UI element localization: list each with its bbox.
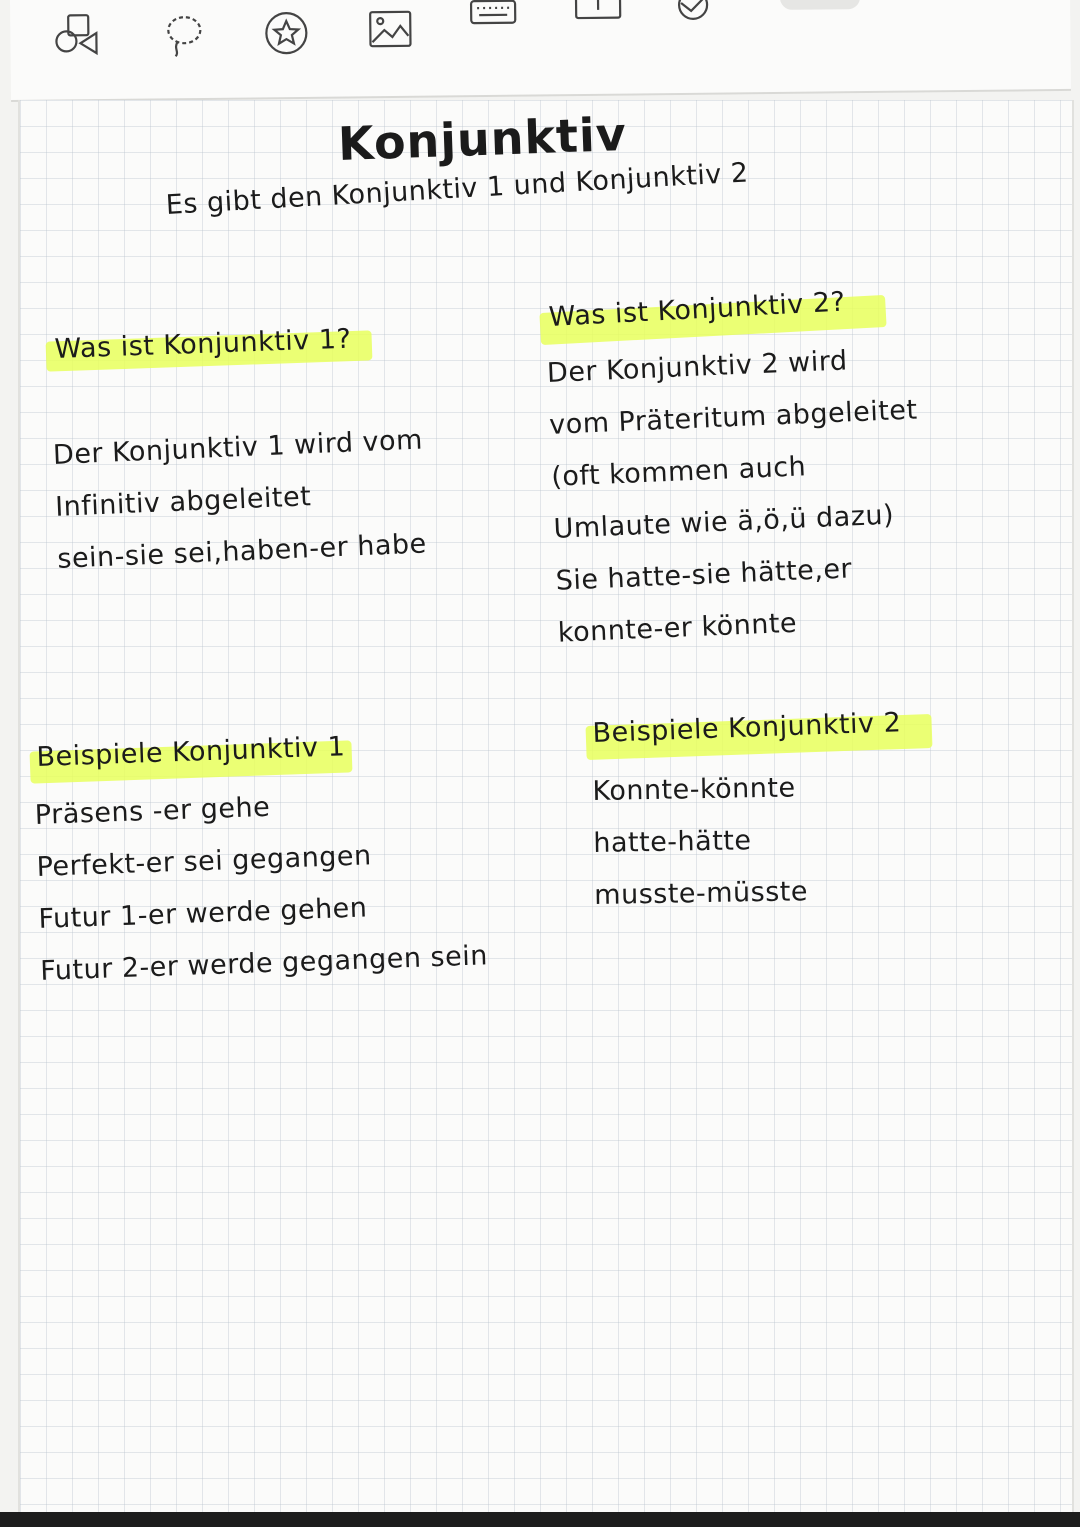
text-line: Infinitiv abgeleitet — [54, 481, 312, 523]
right-examples-list — [592, 762, 808, 922]
text-line: (oft kommen auch — [550, 451, 807, 493]
textbox-icon[interactable] — [570, 0, 627, 42]
shapes-icon[interactable] — [50, 7, 107, 64]
right-question-heading: Was ist Konjunktiv 2? — [548, 286, 847, 333]
check-icon[interactable] — [665, 0, 722, 37]
right-examples-heading: Beispiele Konjunktiv 2 — [592, 707, 902, 749]
lasso-icon[interactable] — [155, 6, 212, 63]
toolbar — [10, 0, 1071, 102]
image-icon[interactable] — [362, 4, 419, 61]
list-item: musste-müsste — [593, 876, 809, 911]
keyboard-icon[interactable] — [465, 0, 522, 47]
page-title: Konjunktiv — [337, 106, 628, 172]
list-item: Konnte-könnte — [592, 772, 796, 807]
left-examples-list — [34, 774, 489, 997]
text-line: sein-sie sei,haben-er habe — [56, 528, 428, 575]
text-line: Umlaute wie ä,ö,ü dazu) — [552, 499, 895, 545]
sticker-icon[interactable] — [258, 5, 315, 62]
subtitle: Es gibt den Konjunktiv 1 und Konjunktiv 2 — [165, 157, 750, 221]
list-item: Perfekt-er sei gegangen — [36, 840, 373, 883]
left-explanation — [52, 415, 428, 586]
bottom-edge — [0, 1512, 1080, 1527]
list-item: Futur 1-er werde gehen — [37, 892, 368, 935]
right-explanation — [546, 333, 927, 660]
toolbar-handle[interactable] — [780, 0, 860, 10]
list-item: hatte-hätte — [593, 825, 752, 859]
text-line: konnte-er könnte — [557, 607, 798, 649]
left-question-heading: Was ist Konjunktiv 1? — [54, 323, 352, 365]
list-item: Futur 2-er werde gegangen sein — [39, 940, 489, 987]
list-item: Präsens -er gehe — [34, 791, 271, 831]
left-examples-heading: Beispiele Konjunktiv 1 — [36, 731, 346, 773]
text-line: vom Präteritum abgeleitet — [548, 394, 919, 441]
text-line: Der Konjunktiv 1 wird vom — [52, 424, 424, 471]
text-line: Der Konjunktiv 2 wird — [546, 345, 849, 389]
text-line: Sie hatte-sie hätte,er — [555, 553, 853, 597]
